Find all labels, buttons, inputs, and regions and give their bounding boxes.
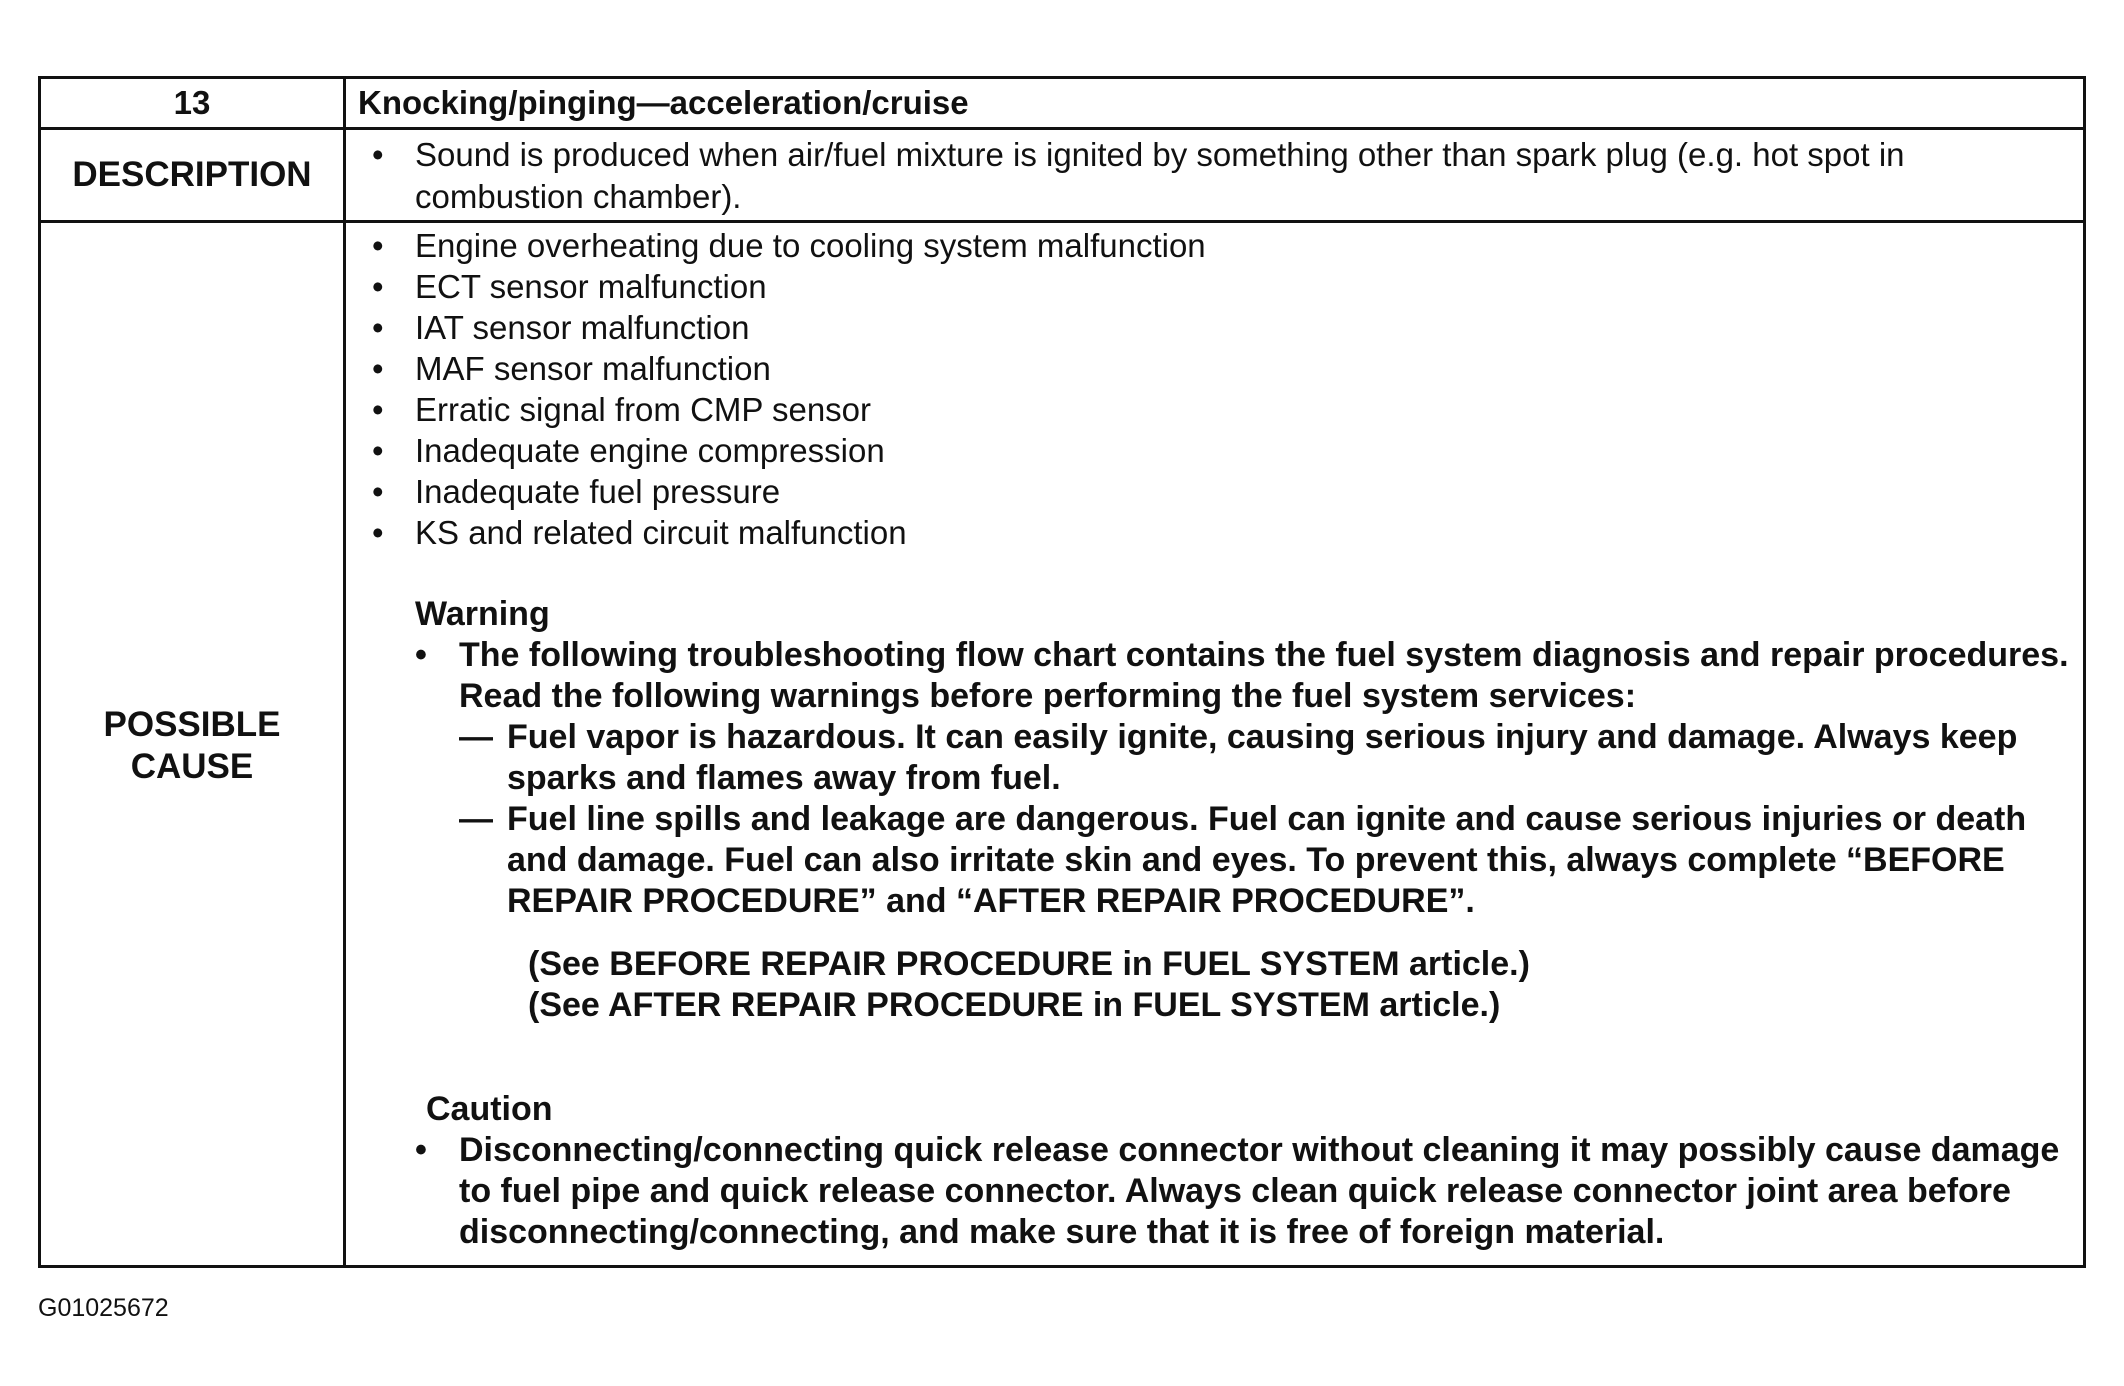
possible-cause-cell bbox=[346, 225, 2083, 1253]
caution-item: • Disconnecting/connecting quick release connector without cleaning it may possibly cause damage to fuel pipe and quick release connector. Always clean quick release connector joint area before disconnecting/connecting, and make sure that it is free of foreign material. bbox=[358, 1130, 2077, 1253]
possible-cause-label bbox=[41, 223, 343, 1268]
warning-dash-text: Fuel vapor is hazardous. It can easily ignite, causing serious injury and damage. Always keep sparks and flames away from fuel. bbox=[507, 718, 2018, 797]
dash-glyph: — bbox=[459, 718, 493, 756]
cause-item: • MAF sensor malfunction bbox=[358, 348, 2077, 389]
see-also-references bbox=[358, 944, 2077, 1026]
description-list bbox=[358, 134, 2077, 218]
warning-dash-item bbox=[358, 717, 2077, 799]
possible-cause-label-line1: POSSIBLE bbox=[103, 704, 281, 744]
cause-item: • KS and related circuit malfunction bbox=[358, 512, 2077, 553]
cause-item: • ECT sensor malfunction bbox=[358, 266, 2077, 307]
row-divider-description bbox=[41, 220, 2083, 223]
warning-dash-list bbox=[358, 717, 2077, 922]
caution-block bbox=[358, 1088, 2077, 1253]
dash-glyph: — bbox=[459, 800, 493, 838]
description-label: DESCRIPTION bbox=[72, 155, 312, 194]
cause-item: • IAT sensor malfunction bbox=[358, 307, 2077, 348]
warning-dash-text: Fuel line spills and leakage are dangerous. Fuel can ignite and cause serious injuries or death and damage. Fuel can also irritate skin and eyes. To prevent this, always complete “BEFORE REPAIR PROCEDURE” and “AFTER REPAIR PROCEDURE”. bbox=[507, 800, 2027, 920]
warning-block bbox=[358, 593, 2077, 1026]
warning-intro: • The following troubleshooting flow chart contains the fuel system diagnosis and repair procedures. Read the following warnings before performing the fuel system services: bbox=[358, 635, 2077, 717]
description-cell bbox=[346, 134, 2083, 218]
caution-heading: Caution bbox=[426, 1090, 553, 1128]
cause-item: • Erratic signal from CMP sensor bbox=[358, 389, 2077, 430]
cause-item: • Inadequate engine compression bbox=[358, 430, 2077, 471]
possible-cause-label-line2: CAUSE bbox=[130, 746, 254, 786]
see-also-line: (See BEFORE REPAIR PROCEDURE in FUEL SYSTEM article.) bbox=[528, 945, 1530, 983]
cause-item: • Engine overheating due to cooling system malfunction bbox=[358, 225, 2077, 266]
see-also-line: (See AFTER REPAIR PROCEDURE in FUEL SYSTEM article.) bbox=[528, 986, 1501, 1024]
warning-heading: Warning bbox=[415, 595, 550, 633]
row-divider-header bbox=[41, 127, 2083, 130]
row-title: Knocking/pinging—acceleration/cruise bbox=[358, 84, 969, 121]
diagnostic-table bbox=[38, 76, 2086, 1268]
cause-list bbox=[358, 225, 2077, 553]
warning-list bbox=[358, 635, 2077, 717]
warning-dash-item bbox=[358, 799, 2077, 922]
description-item: • Sound is produced when air/fuel mixture is ignited by something other than spark plug (e.g. hot spot in combustion chamber). bbox=[358, 134, 2077, 218]
cause-item: • Inadequate fuel pressure bbox=[358, 471, 2077, 512]
figure-id: G01025672 bbox=[38, 1294, 169, 1322]
caution-list bbox=[358, 1130, 2077, 1253]
row-number: 13 bbox=[173, 84, 211, 121]
